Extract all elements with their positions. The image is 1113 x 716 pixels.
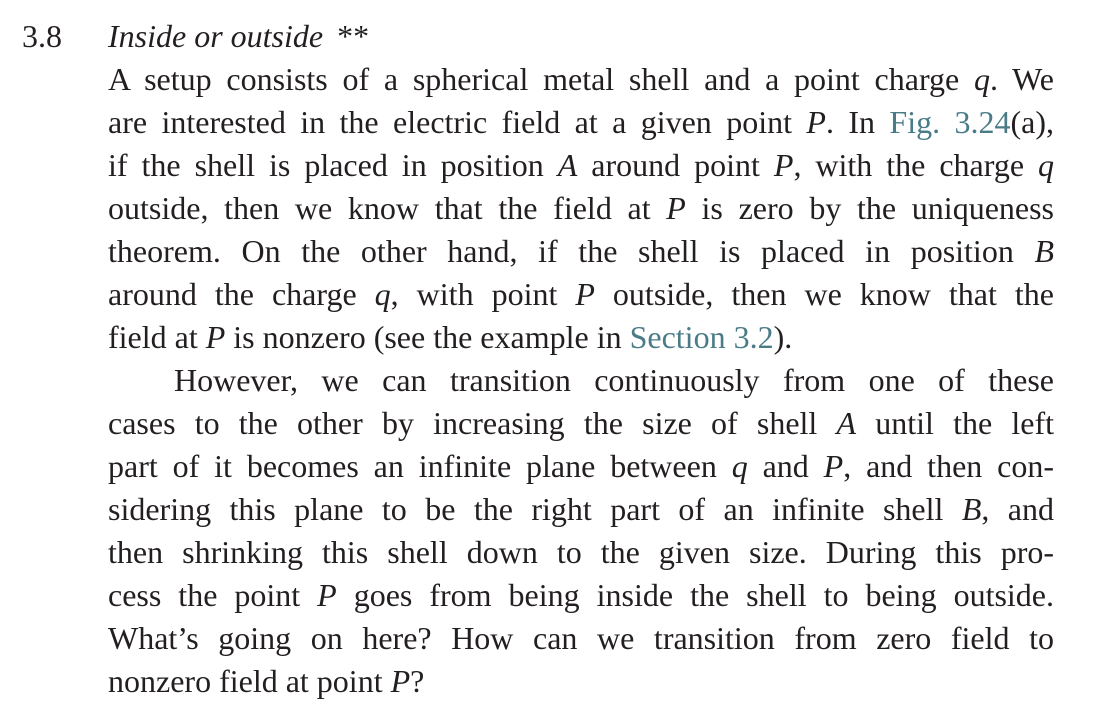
text-run: However, we can transition continuously from one of these <box>174 362 1054 398</box>
text-run: sidering this plane to be the right part of an infinite shell <box>108 491 962 527</box>
text-run: until the left <box>856 405 1055 441</box>
text-run: . We <box>989 61 1054 97</box>
text-run: then shrinking this shell down to the given size. During this pro- <box>108 534 1054 570</box>
text-line <box>108 187 1054 230</box>
math-variable: P <box>317 577 337 613</box>
text-run: goes from being inside the shell to being outside. <box>336 577 1055 613</box>
math-variable: P <box>806 104 826 140</box>
text-line <box>108 574 1054 617</box>
paragraph-setup <box>108 58 1054 359</box>
text-run: , and then con- <box>843 448 1055 484</box>
problem-title: Inside or outside <box>108 18 324 54</box>
math-variable: q <box>973 61 990 97</box>
math-variable: q <box>1038 147 1055 183</box>
text-line <box>108 402 1054 445</box>
text-run: cases to the other by increasing the size of shell <box>108 405 837 441</box>
math-variable: P <box>666 190 686 226</box>
math-variable: P <box>575 276 595 312</box>
math-variable: q <box>731 448 748 484</box>
math-variable: q <box>374 276 391 312</box>
text-line <box>108 488 1054 531</box>
text-run: theorem. On the other hand, if the shell is placed in position <box>108 233 1035 269</box>
text-run: , with point <box>390 276 576 312</box>
paragraph-question <box>108 359 1054 703</box>
text-run: ? <box>410 663 425 699</box>
math-variable: B <box>961 491 982 527</box>
text-line <box>108 531 1054 574</box>
math-variable: B <box>1034 233 1054 269</box>
cross-reference-link[interactable]: Section 3.2 <box>629 319 774 355</box>
text-run: and <box>747 448 824 484</box>
text-run: What’s going on here? How can we transition from zero field to <box>108 620 1054 656</box>
cross-reference-link[interactable]: Fig. 3.24 <box>889 104 1011 140</box>
text-line <box>108 273 1054 316</box>
math-variable: A <box>557 147 578 183</box>
text-run: outside, then we know that the field at <box>108 190 667 226</box>
difficulty-stars: ** <box>337 18 370 54</box>
text-run: . In <box>825 104 890 140</box>
text-run: A setup consists of a spherical metal shell and a point charge <box>108 61 974 97</box>
text-line <box>108 101 1054 144</box>
text-line <box>108 445 1054 488</box>
text-line <box>108 359 1054 402</box>
text-run: nonzero field at point <box>108 663 391 699</box>
text-line <box>108 230 1054 273</box>
text-run: , and <box>981 491 1055 527</box>
problem-number: 3.8 <box>22 18 62 54</box>
text-run: outside, then we know that the <box>594 276 1055 312</box>
text-run: (a), <box>1010 104 1055 140</box>
text-run: are interested in the electric field at a given point <box>108 104 807 140</box>
text-run: field at <box>108 319 206 355</box>
text-run: ). <box>773 319 793 355</box>
text-run: around the charge <box>108 276 375 312</box>
text-line <box>108 144 1054 187</box>
text-line <box>108 58 1054 101</box>
text-line <box>108 660 1054 703</box>
text-line <box>108 617 1054 660</box>
text-run: , with the charge <box>793 147 1039 183</box>
math-variable: P <box>390 663 411 699</box>
text-run: is zero by the uniqueness <box>685 190 1055 226</box>
text-run: cess the point <box>108 577 318 613</box>
problem-body <box>108 58 1054 703</box>
problem-3-8 <box>22 14 1062 703</box>
text-line <box>108 316 1054 359</box>
text-run: around point <box>577 147 774 183</box>
math-variable: P <box>823 448 844 484</box>
text-run: if the shell is placed in position <box>108 147 558 183</box>
text-run: is nonzero (see the example in <box>225 319 630 355</box>
math-variable: A <box>836 405 857 441</box>
problem-heading <box>22 14 1062 58</box>
math-variable: P <box>773 147 794 183</box>
math-variable: P <box>205 319 226 355</box>
text-run: part of it becomes an infinite plane between <box>108 448 732 484</box>
